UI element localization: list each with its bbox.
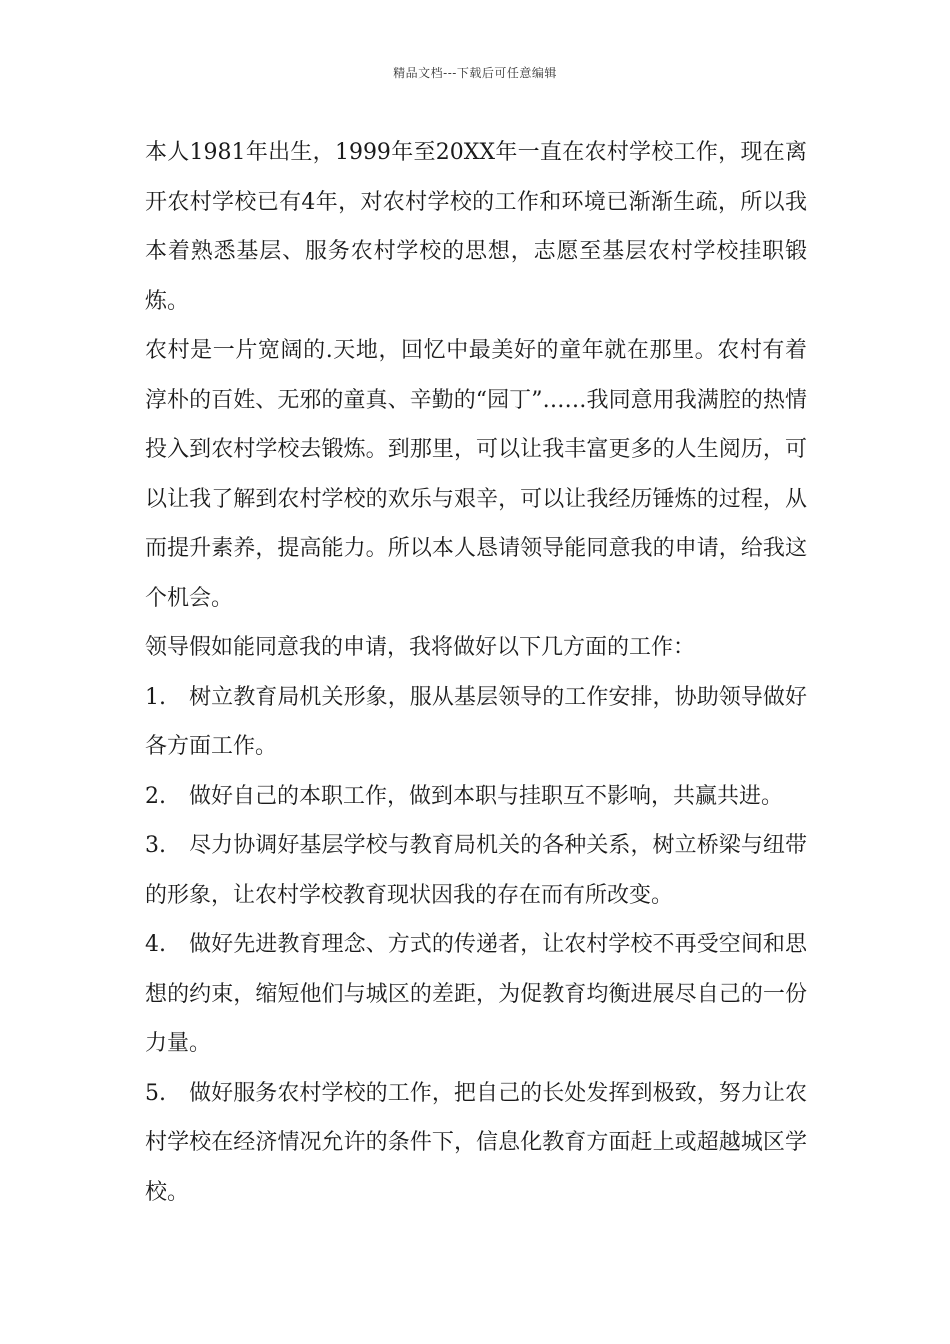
list-item xyxy=(145,821,807,920)
list-item-number: 2. xyxy=(145,783,166,809)
paragraph-intro: 本人1981年出生，1999年至20XX年一直在农村学校工作，现在离开农村学校已有4年，对农村学校的工作和环境已渐渐生疏，所以我本着熟悉基层、服务农村学校的思想，志愿至基层农村学校挂职锻炼。 xyxy=(145,140,807,314)
list-item-number: 3. xyxy=(145,833,166,858)
list-item-number: 1. xyxy=(145,684,166,710)
list-item xyxy=(145,920,807,1069)
list-item xyxy=(145,673,807,772)
list-item xyxy=(145,1069,807,1218)
list-item-text: 尽力协调好基层学校与教育局机关的各种关系，树立桥梁与纽带的形象，让农村学校教育现状因我的存在而有所改变。 xyxy=(145,833,807,908)
list-item-number: 5. xyxy=(145,1080,166,1106)
document-body xyxy=(145,128,807,1217)
list-item xyxy=(145,772,807,822)
paragraph-motivation: 农村是一片宽阔的.天地，回忆中最美好的童年就在那里。农村有着淳朴的百姓、无邪的童真、辛勤的“园丁”……我同意用我满腔的热情投入到农村学校去锻炼。到那里，可以让我丰富更多的人生阅历，可以让我了解到农村学校的欢乐与艰辛，可以让我经历锤炼的过程，从而提升素养，提高能力。所以本人恳请领导能同意我的申请，给我这个机会。 xyxy=(145,338,807,611)
page-header: 精品文档---下载后可任意编辑 xyxy=(393,66,557,80)
list-item-text: 做好自己的本职工作，做到本职与挂职互不影响，共赢共进。 xyxy=(189,783,784,809)
list-item-text: 树立教育局机关形象，服从基层领导的工作安排，协助领导做好各方面工作。 xyxy=(145,684,807,759)
paragraph-list-intro: 领导假如能同意我的申请，我将做好以下几方面的工作： xyxy=(145,635,696,660)
list-item-text: 做好先进教育理念、方式的传递者，让农村学校不再受空间和思想的约束，缩短他们与城区的差距，为促教育均衡进展尽自己的一份力量。 xyxy=(145,932,807,1056)
list-item-text: 做好服务农村学校的工作，把自己的长处发挥到极致，努力让农村学校在经济情况允许的条件下，信息化教育方面赶上或超越城区学校。 xyxy=(145,1080,807,1205)
list-item-number: 4. xyxy=(145,932,166,957)
